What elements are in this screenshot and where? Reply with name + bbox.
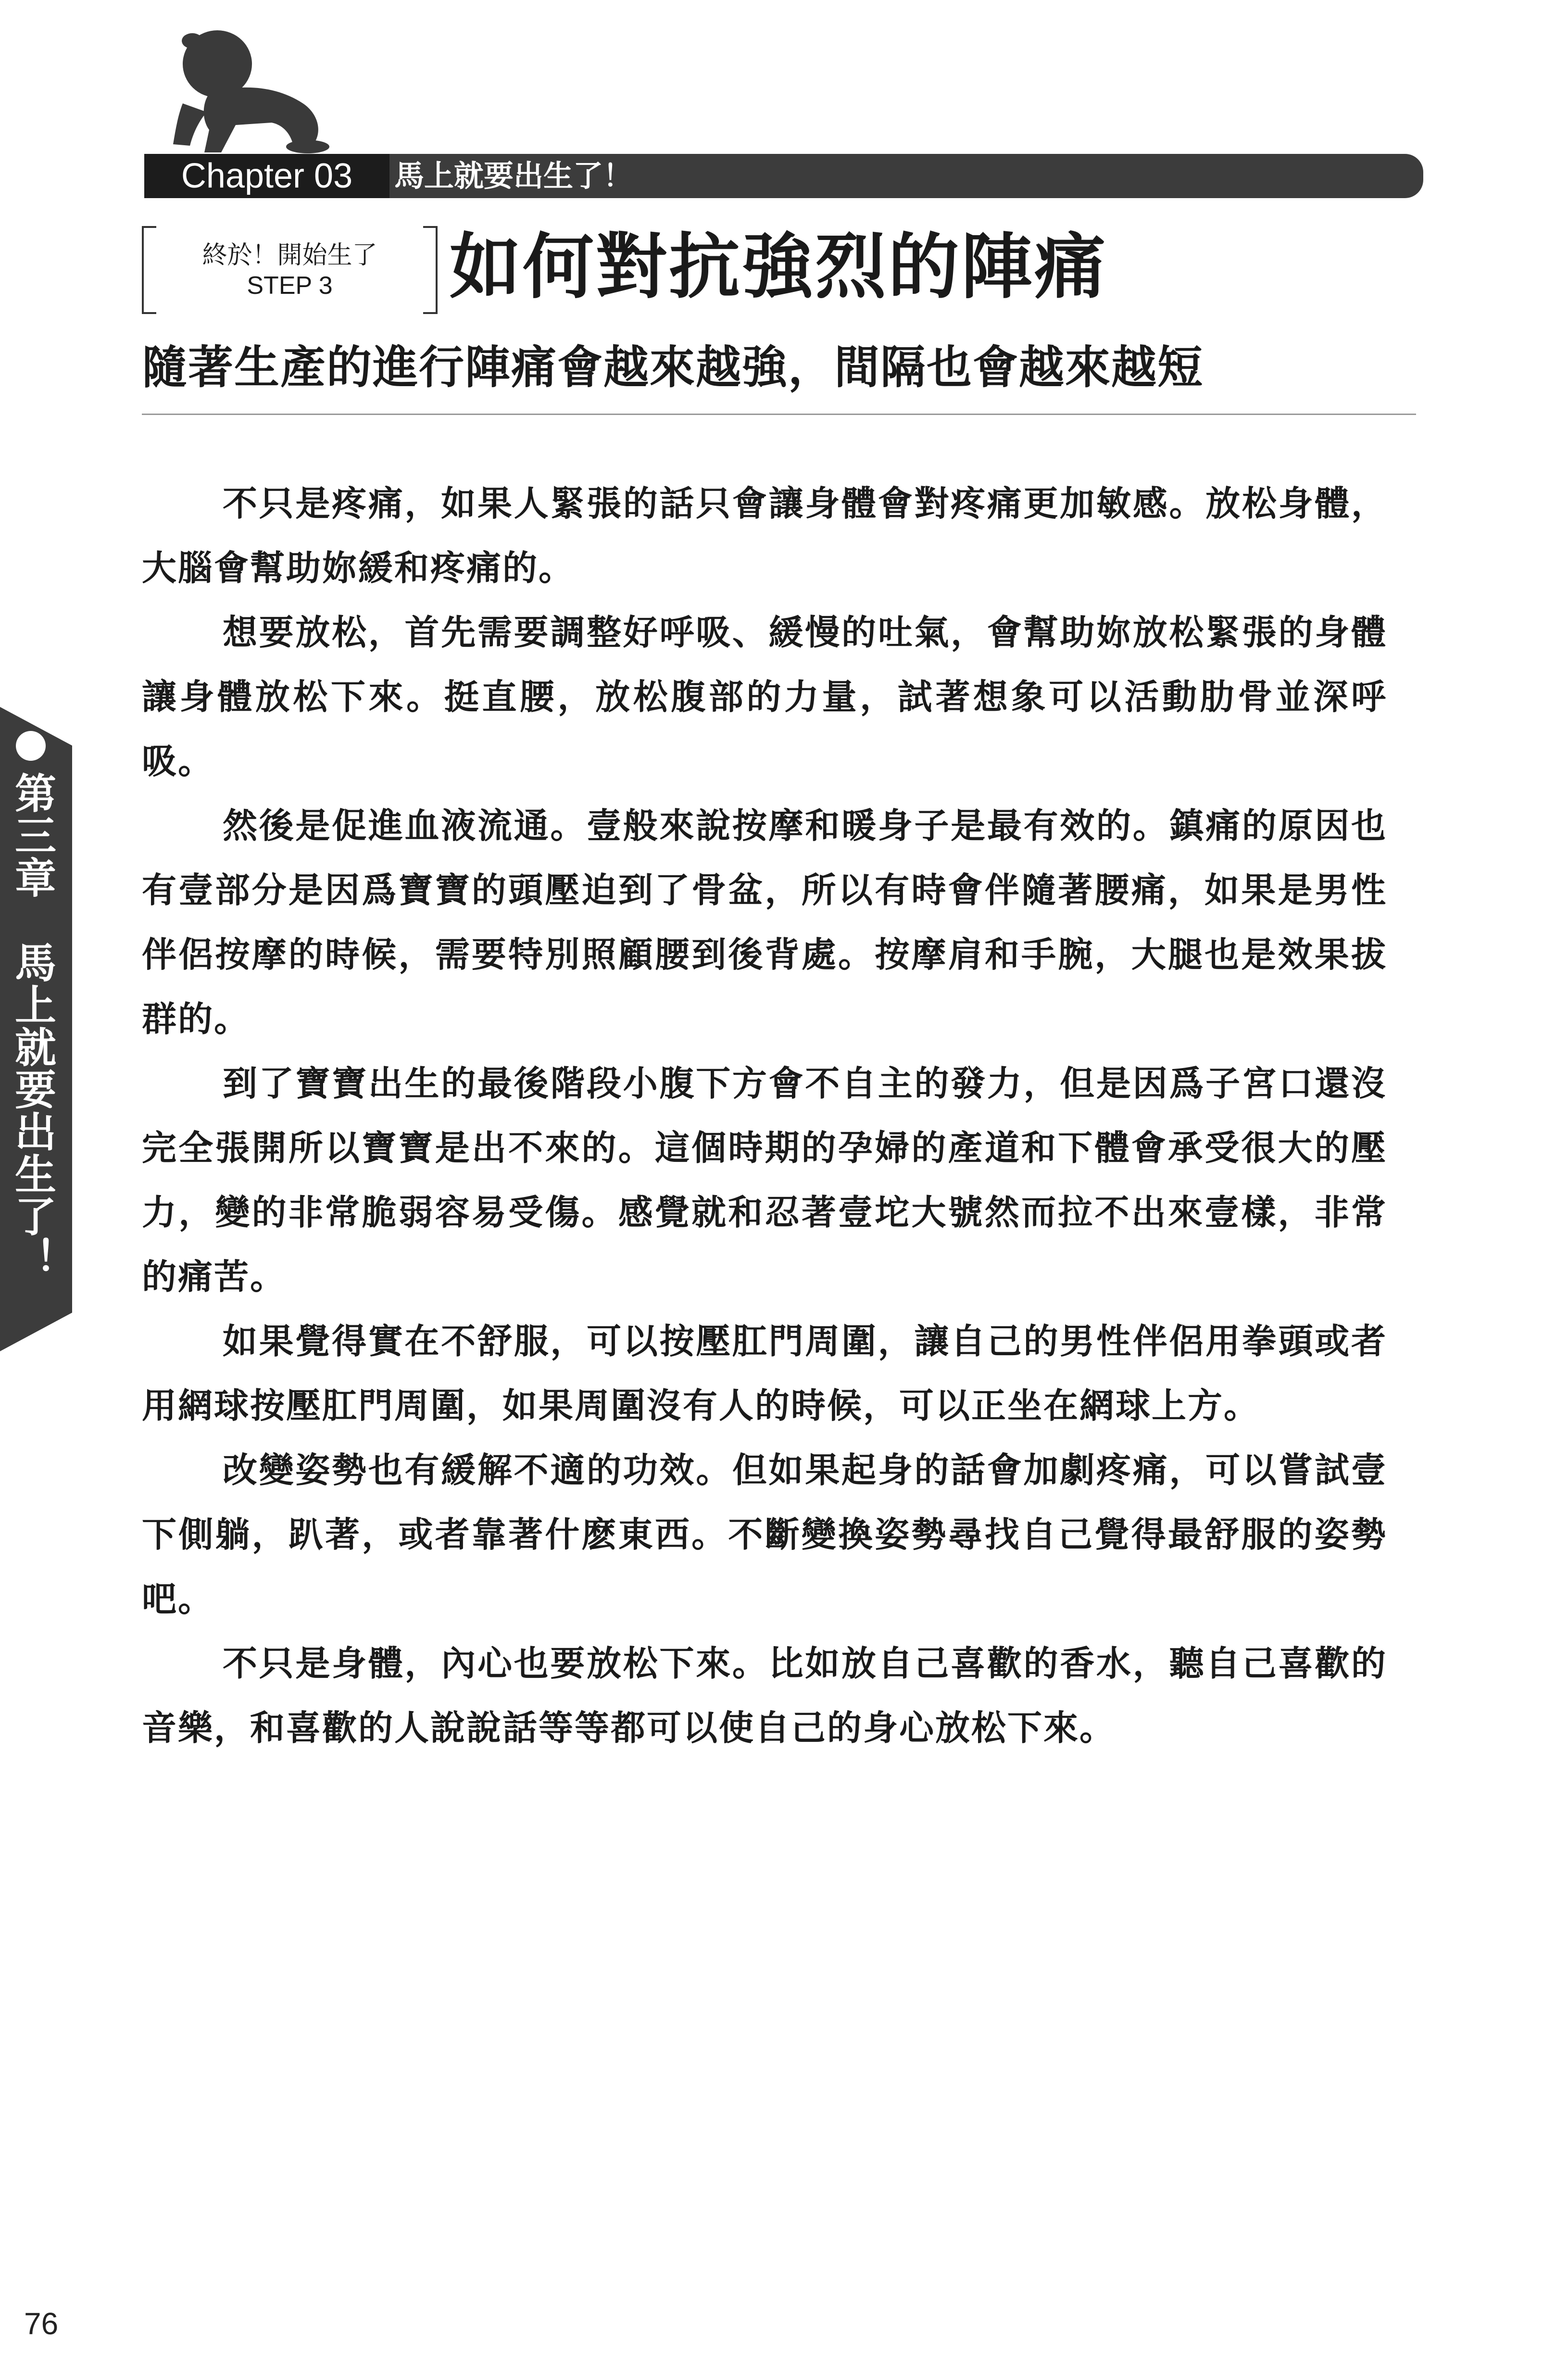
paragraph: 不只是疼痛，如果人緊張的話只會讓身體會對疼痛更加敏感。放松身體，大腦會幫助妳緩和疼痛的。 (142, 483, 1387, 588)
article-body (142, 471, 1387, 1760)
paragraph: 想要放松，首先需要調整好呼吸、緩慢的吐氣，會幫助妳放松緊張的身體讓身體放松下來。挺直腰，放松腹部的力量，試著想象可以活動肋骨並深呼吸。 (142, 612, 1387, 781)
paragraph: 到了寶寶出生的最後階段小腹下方會不自主的發力，但是因爲子宮口還沒完全張開所以寶寶是出不來的。這個時期的孕婦的產道和下體會承受很大的壓力，變的非常脆弱容易受傷。感覺就和忍著壹坨大號然而拉不出來壹樣，非常的痛苦。 (142, 1063, 1387, 1297)
page-subtitle: 隨著生產的進行陣痛會越來越強，間隔也會越來越短 (142, 341, 1204, 394)
chapter-label: Chapter 03 (144, 154, 389, 198)
paragraph: 改變姿勢也有緩解不適的功效。但如果起身的話會加劇疼痛，可以嘗試壹下側躺，趴著，或者靠著什麽東西。不斷變換姿勢尋找自己覺得最舒服的姿勢吧。 (142, 1450, 1387, 1619)
bullet-dot-icon (16, 731, 46, 761)
step-caption: 終於！開始生了 (202, 241, 377, 270)
paragraph: 然後是促進血液流通。壹般來說按摩和暖身子是最有效的。鎮痛的原因也有壹部分是因爲寶寶的頭壓迫到了骨盆，所以有時會伴隨著腰痛，如果是男性伴侶按摩的時候，需要特別照顧腰到後背處。按摩肩和手腕，大腿也是效果拔群的。 (142, 805, 1387, 1039)
paragraph: 如果覺得實在不舒服，可以按壓肛門周圍，讓自己的男性伴侶用拳頭或者用網球按壓肛門周圍，如果周圍沒有人的時候，可以正坐在網球上方。 (142, 1321, 1387, 1426)
side-tab-label: 第三章 馬上就要出生了！ (8, 772, 56, 1280)
chapter-title: 馬上就要出生了！ (394, 158, 633, 193)
crawling-baby-icon (163, 26, 337, 156)
step-number: STEP 3 (247, 272, 333, 300)
title-divider (142, 414, 1416, 415)
paragraph: 不只是身體，內心也要放松下來。比如放自己喜歡的香水，聽自己喜歡的音樂，和喜歡的人說說話等等都可以使自己的身心放松下來。 (142, 1643, 1387, 1748)
step-badge (142, 226, 438, 310)
page-title: 如何對抗強烈的陣痛 (450, 226, 1107, 308)
page-number: 76 (24, 2306, 59, 2341)
